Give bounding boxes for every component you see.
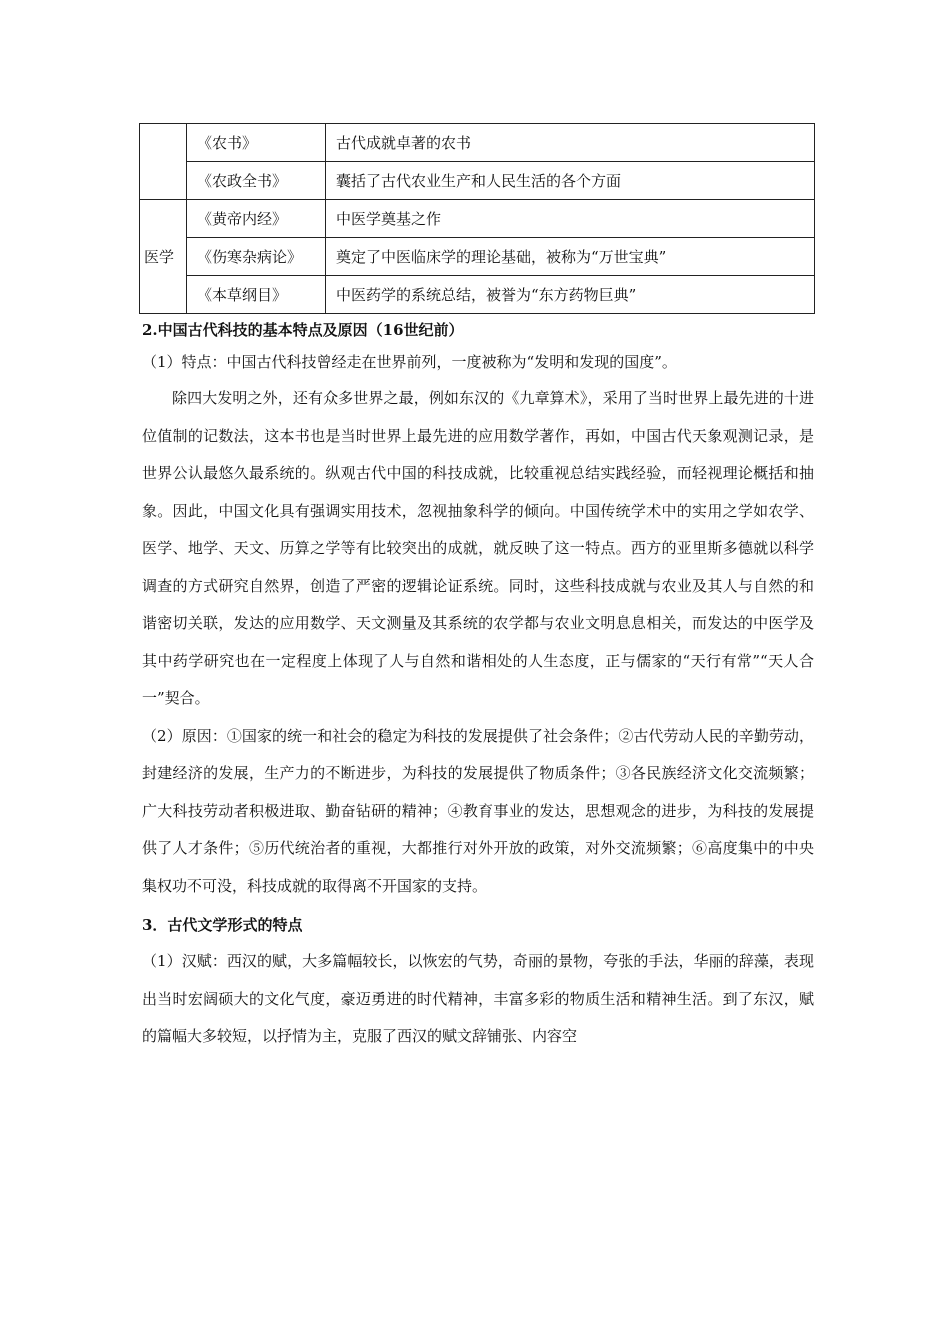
category-cell-medicine: 医学 xyxy=(140,200,187,314)
science-achievements-table xyxy=(139,123,815,314)
book-title-cell: 《本草纲目》 xyxy=(187,276,326,314)
book-title-cell: 《黄帝内经》 xyxy=(187,200,326,238)
section-3-heading: 3．古代文学形式的特点 xyxy=(142,916,303,934)
section-2-paragraph: 除四大发明之外，还有众多世界之最，例如东汉的《九章算术》，采用了当时世界上最先进的十进位值制的记数法，这本书也是当时世界上最先进的应用数学著作，再如，中国古代天象观测记录，是世界公认最悠久最系统的。纵观古代中国的科技成就，比较重视总结实践经验，而轻视理论概括和抽象。因此，中国文化具有强调实用技术，忽视抽象科学的倾向。中国传统学术中的实用之学如农学、医学、地学、天文、历算之学等有比较突出的成就，就反映了这一特点。西方的亚里斯多德就以科学调查的方式研究自然界，创造了严密的逻辑论证系统。同时，这些科技成就与农业及其人与自然的和谐密切关联，发达的应用数学、天文测量及其系统的农学都与农业文明息息相关，而发达的中医学及其中药学研究也在一定程度上体现了人与自然和谐相处的人生态度，正与儒家的“天行有常”“天人合一”契合。 xyxy=(142,389,814,707)
description-cell: 中医学奠基之作 xyxy=(326,200,815,238)
table-row xyxy=(140,124,815,162)
description-cell: 囊括了古代农业生产和人民生活的各个方面 xyxy=(326,162,815,200)
table-row xyxy=(140,200,815,238)
table-row xyxy=(140,162,815,200)
book-title-cell: 《伤寒杂病论》 xyxy=(187,238,326,276)
description-cell: 古代成就卓著的农书 xyxy=(326,124,815,162)
description-cell: 中医药学的系统总结，被誉为“东方药物巨典” xyxy=(326,276,815,314)
table-row xyxy=(140,238,815,276)
category-cell xyxy=(140,124,187,200)
table-row xyxy=(140,276,815,314)
section-3-hanfu: （1）汉赋：西汉的赋，大多篇幅较长，以恢宏的气势，奇丽的景物，夸张的手法，华丽的辞藻，表现出当时宏阔硕大的文化气度，豪迈勇进的时代精神，丰富多彩的物质生活和精神生活。到了东汉，赋的篇幅大多较短，以抒情为主，克服了西汉的赋文辞铺张、内容空 xyxy=(142,952,814,1045)
document-body xyxy=(142,316,814,1056)
section-2-heading: 2.中国古代科技的基本特点及原因（16世纪前） xyxy=(142,321,464,339)
description-cell: 奠定了中医临床学的理论基础，被称为“万世宝典” xyxy=(326,238,815,276)
section-2-feature: （1）特点：中国古代科技曾经走在世界前列，一度被称为“发明和发现的国度”。 xyxy=(142,353,677,371)
book-title-cell: 《农书》 xyxy=(187,124,326,162)
section-2-reason: （2）原因：①国家的统一和社会的稳定为科技的发展提供了社会条件；②古代劳动人民的辛勤劳动，封建经济的发展，生产力的不断进步，为科技的发展提供了物质条件；③各民族经济文化交流频繁；广大科技劳动者积极进取、勤奋钻研的精神；④教育事业的发达，思想观念的进步，为科技的发展提供了人才条件；⑤历代统治者的重视，大都推行对外开放的政策，对外交流频繁；⑥高度集中的中央集权功不可没，科技成就的取得离不开国家的支持。 xyxy=(142,726,814,895)
book-title-cell: 《农政全书》 xyxy=(187,162,326,200)
